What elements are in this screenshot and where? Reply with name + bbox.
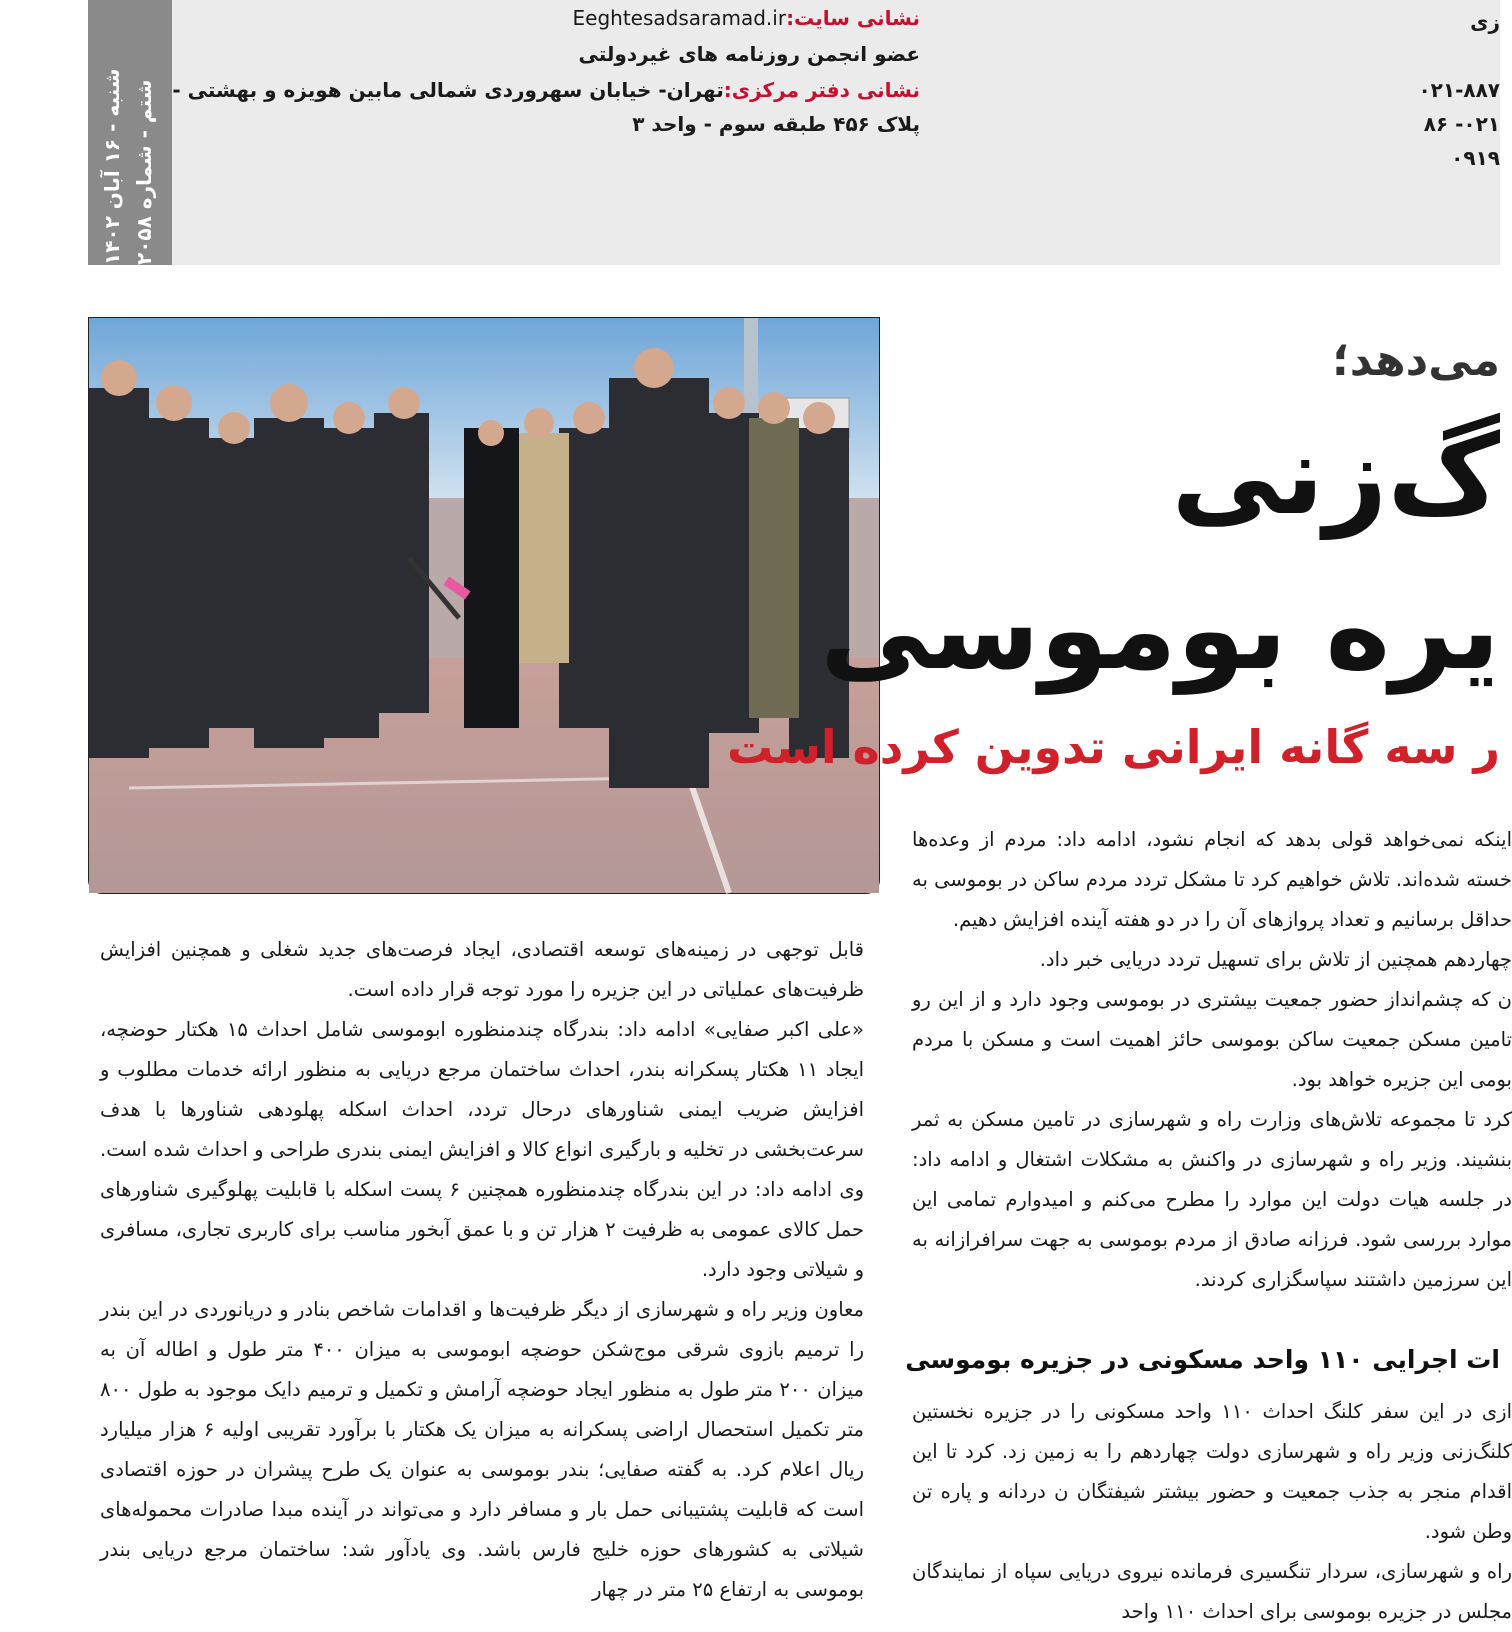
right-column — [912, 820, 1512, 1300]
left-paragraph: «علی اکبر صفایی» ادامه داد: بندرگاه چندمنظوره ابوموسی شامل احداث ۱۵ هکتار حوضچه، ایجاد ۱۱ هکتار پسکرانه بندر، احداث ساختمان مرجع دریایی به منظور ارائه خدمات مطلوب و افزایش ضریب ایمنی شناورهای درحال تردد، احداث اسکله پهلودهی شناورها با هدف سرعت‌بخشی در تخلیه و بارگیری انواع کالا و افزایش ایمنی بندری طراحی و احداث شده است. وی ادامه داد: در این بندرگاه چندمنظوره همچنین ۶ پست اسکله با قابلیت پهلوگیری شناورهای حمل کالای عمومی به ظرفیت ۲ هزار تن و با عمق آبخور مناسب برای کاربری تجاری، مسافری و شیلاتی وجود دارد. — [100, 1018, 865, 1281]
date-line-1: شنبه - ۱۶ آبان ۱۴۰۲ — [100, 68, 124, 265]
masthead — [88, 0, 1500, 265]
left-paragraph: معاون وزیر راه و شهرسازی از دیگر ظرفیت‌ها و اقدامات شاخص بنادر و دریانوردی در این بندر را ترمیم بازوی شرقی موج‌شکن حوضچه ابوموسی به میزان ۴۰۰ متر طول و اطاله آن به میزان ۲۰۰ متر طول به منظور ایجاد حوضچه آرامش و تکمیل و ترمیم دایک موجود به طول ۸۰۰ متر تکمیل استحصال اراضی پسکرانه به میزان یک هکتار با برآورد تقریبی اولیه ۶ هزار میلیارد ریال اعلام کرد. به گفته صفایی؛ بندر بوموسی به عنوان یک طرح پیشران در حوزه اقتصادی است که قابلیت پشتیبانی حمل بار و مسافر دارد و می‌تواند در آینده مبدا صادرات محموله‌های شیلاتی به کشورهای حوزه خلیج فارس باشد. وی یادآور شد: ساختمان مرجع دریایی بندر بوموسی به ارتفاع ۲۵ متر در چهار — [100, 1298, 865, 1601]
section-heading: ات اجرایی ۱۱۰ واحد مسکونی در جزیره بوموسی — [905, 1345, 1500, 1374]
right-paragraph: راه و شهرسازی، سردار تنگسیری فرمانده نیروی دریایی سپاه از نمایندگان مجلس در جزیره بوموسی برای احداث ۱۱۰ واحد — [912, 1560, 1512, 1623]
right-paragraph: ن که چشم‌انداز حضور جمعیت بیشتری در بوموسی وجود دارد و از این رو تامین مسکن جمعیت ساکن بوموسی حائز اهمیت است و مسکن با مردم بومی این جزیره خواهد بود. — [912, 988, 1512, 1091]
phone-1: ۰۲۱-۸۸۷ — [1418, 78, 1500, 102]
office-value-1: تهران- خیابان سهروردی شمالی مابین هویزه و بهشتی - — [172, 78, 724, 102]
site-label: نشانی سایت: — [786, 6, 920, 30]
headline-line-2: یره بوموسی — [820, 566, 1500, 694]
ceremony-photo — [89, 318, 879, 893]
site-line — [573, 6, 921, 30]
membership-line: عضو انجمن روزنامه های غیردولتی — [578, 42, 920, 66]
right-paragraph: چهاردهم همچنین از تلاش برای تسهیل تردد دریایی خبر داد. — [1039, 948, 1512, 971]
date-line-2: شتم - شماره ۲۰۵۸ — [132, 79, 156, 265]
right-paragraph: کرد تا مجموعه تلاش‌های وزارت راه و شهرسازی در تامین مسکن به ثمر بنشیند. وزیر راه و شهرسازی در واکنش به مشکلات اشتغال و ادامه داد: در جلسه هیات دولت این موارد را مطرح می‌کنم و امیدوارم تمامی این موارد بررسی شود. فرزانه صادق از مردم بوموسی به جهت سرافرازانه به این سرزمین داشتند سپاسگزاری کردند. — [912, 1108, 1512, 1291]
phone-2: ۰۲۱- ۸۶ — [1423, 112, 1500, 136]
office-value-2: پلاک ۴۵۶ طبقه سوم - واحد ۳ — [632, 112, 920, 136]
office-line — [172, 78, 920, 102]
headline-line-1: گ‌زنی — [1171, 411, 1500, 539]
right-paragraph: اینکه نمی‌خواهد قولی بدهد که انجام نشود، ادامه داد: مردم از وعده‌ها خسته شده‌اند. تلاش خواهیم کرد تا مشکل تردد مردم ساکن در بوموسی به حداقل برسانیم و تعداد پروازهای آن را در دو هفته آینده افزایش دهیم. — [912, 828, 1512, 931]
headline-kicker: می‌دهد؛ — [1332, 335, 1500, 386]
headline-subtitle: ر سه گانه ایرانی تدوین کرده است — [726, 720, 1500, 774]
left-paragraph: قابل توجهی در زمینه‌های توسعه اقتصادی، ایجاد فرصت‌های جدید شغلی و همچنین افزایش ظرفیت‌های عملیاتی در این جزیره را مورد توجه قرار داده است. — [100, 938, 864, 1001]
right-column-2 — [912, 1392, 1512, 1632]
masthead-right-top: زی — [1470, 10, 1500, 34]
date-strip — [88, 0, 172, 265]
date-strip-text — [96, 0, 164, 265]
office-label: نشانی دفتر مرکزی: — [723, 78, 920, 102]
article-photo — [88, 317, 880, 894]
phone-3: ۰۹۱۹ — [1451, 146, 1500, 170]
right-paragraph: ازی در این سفر کلنگ احداث ۱۱۰ واحد مسکونی را در جزیره نخستین کلنگ‌زنی وزیر راه و شهرسازی دولت چهاردهم را به زمین زد. کرد تا این اقدام منجر به جذب جمعیت و حضور بیشتر شیفتگان ن دردانه و پاره تن وطن شود. — [912, 1400, 1512, 1543]
left-column — [100, 930, 864, 1610]
site-value[interactable]: Eeghtesadsaramad.ir — [572, 6, 787, 30]
